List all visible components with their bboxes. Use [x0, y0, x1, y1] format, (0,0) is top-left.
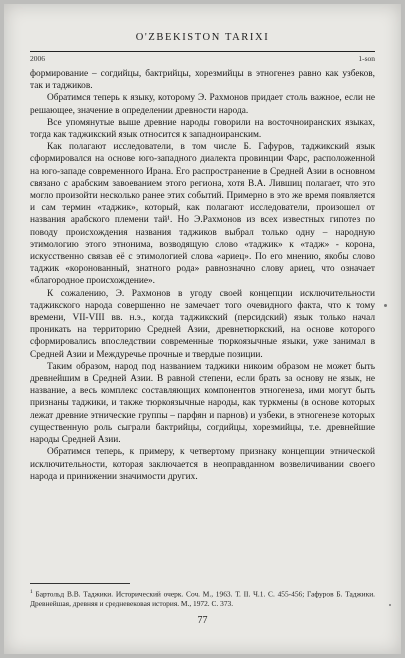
document-page: [4, 4, 401, 654]
footnote-rule: [30, 583, 130, 584]
year-label: 2006: [30, 54, 45, 63]
paragraph: Обратимся теперь к языку, которому Э. Рахмонов придает столь важное, если не решающее, значение в определении древности народа.: [30, 93, 375, 116]
page-number: 77: [197, 615, 208, 626]
paragraph: Все упомянутые выше древние народы говорили на восточноиранских языках, тогда как таджикский язык относится к западноиранским.: [30, 117, 375, 141]
header-rule: [30, 51, 375, 52]
journal-title: O'ZBEKISTON TARIXI: [135, 32, 270, 43]
scan-speck: [384, 304, 387, 307]
paragraph: формирование – согдийцы, бактрийцы, хорезмийцы в этногенез равно как узбеков, так и таджиков.: [30, 69, 375, 92]
footnote-marker: 1: [30, 589, 33, 595]
paragraph: Как полагают исследователи, в том числе Б. Гафуров, таджикский язык сформировался на основе юго-западного диалекта провинции Фарс, расположенной на юго-западе современного Ирана. Его распространение в Средней Азии в основном связано с арабским завоеванием этого региона, хотя В.А. Лившиц полагает, что это могло произойти несколько ранее этих событий. Примерно в это же время появляется и сам термин «таджик», который, как полагают исследователи, произошел от названия арабского племени тай¹. Но Э.Рахмонов из всех известных гипотез по поводу происхождения названия таджиков выбрал только одну – народную этимологию этого этнонима, возводящую слово «таджик» к «тадж» - корона, искусственно связав её с этимологией слова «ариец». По его мнению, якобы слово таджик «коронованный, знатного рода» равнозначно слову ариец, что означает «благородное происхождение».: [30, 142, 375, 287]
footnote-text: Бартольд В.В. Таджики. Исторический очерк. Соч. М., 1963. Т. II. Ч.1. С. 455-456; Гафуров Б. Таджики. Древнейшая, древняя и средневековая история. М., 1972. С. 373.: [30, 589, 375, 609]
paragraph: К сожалению, Э. Рахмонов в угоду своей концепции исключительности таджикского народа совершенно не замечает того очевидного факта, что к тому времени, VII-VIII вв. н.э., когда таджикский (персидский) язык только начал проникать на территорию Средней Азии, древнетюркский, на основе которого сформировались впоследствии современные тюркоязычные языки, уже занимал в Средней Азии и Междуречье прочные и твердые позиции.: [30, 288, 375, 360]
paragraph: Обратимся теперь, к примеру, к четвертому признаку концепции этнической исключительности, которая заключается в неоправданном возвеличивании своего народа и принижении значимости других.: [30, 447, 375, 482]
paragraph: Таким образом, народ под названием таджики никоим образом не может быть древнейшим в Средней Азии. В равной степени, если брать за основу не язык, не название, а весь комплекс составляющих компонентов этногенеза, ими могут быть признаны таджики, и также тюркоязычные народы, как туркмены (в основе которых лежат древние этнические группы – парфян и парнов) и узбеки, в этногенезе которых существенную роль сыграли бактрийцы, согдийцы, хорезмийцы, т.е. древнейшие народы Средней Азии.: [30, 361, 375, 446]
scan-speck: [389, 604, 391, 606]
header-meta: [30, 54, 375, 63]
issue-label: 1-son: [358, 54, 375, 63]
footnote: [30, 587, 375, 609]
body-text: [30, 68, 375, 483]
